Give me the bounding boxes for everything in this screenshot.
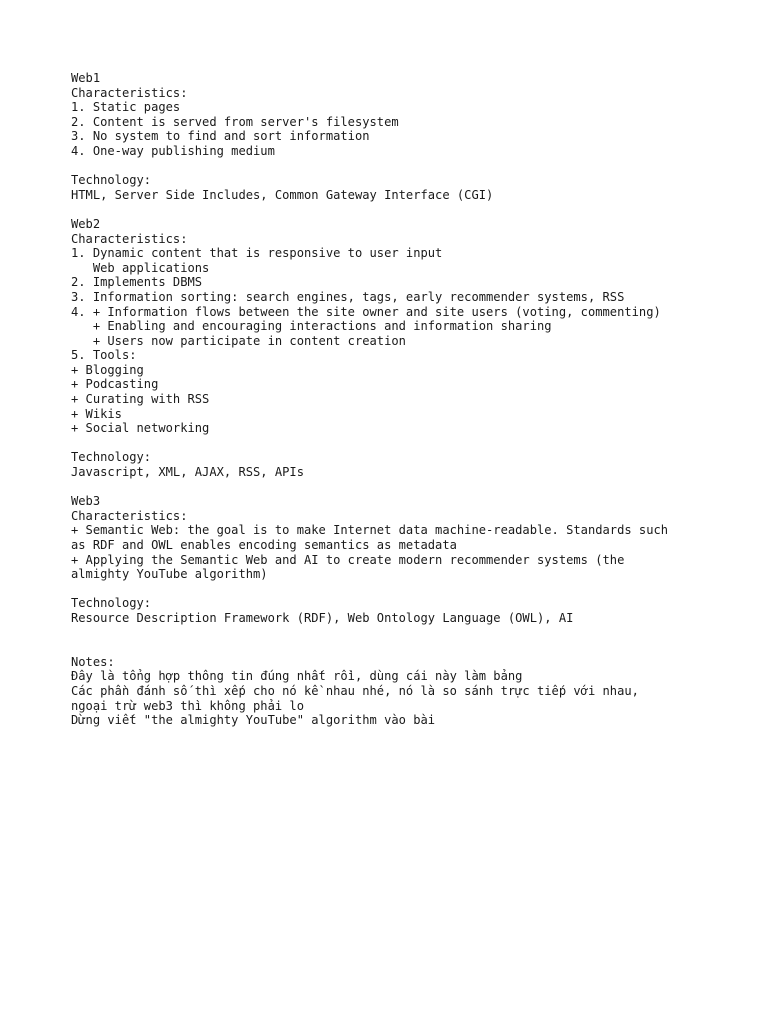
notes-text: ngoại trừ web3 thì không phải lo — [71, 698, 304, 713]
list-item: almighty YouTube algorithm) — [71, 567, 268, 582]
list-item: + Users now participate in content creation — [71, 333, 406, 348]
blank-line — [71, 159, 751, 174]
list-item: 1. Dynamic content that is responsive to user input — [71, 246, 443, 261]
technology-text: Javascript, XML, AJAX, RSS, APIs — [71, 465, 304, 480]
heading-web1: Web1 — [71, 71, 101, 85]
characteristics-label: Characteristics: — [71, 508, 188, 523]
list-item: 3. Information sorting: search engines, tags, early recommender systems, RSS — [71, 289, 625, 304]
characteristics-label: Characteristics: — [71, 85, 188, 100]
technology-label: Technology: — [71, 450, 152, 465]
blank-line — [71, 436, 751, 451]
heading-web3: Web3 — [71, 494, 101, 509]
blank-line — [71, 640, 751, 655]
list-item: + Podcasting — [71, 377, 159, 392]
list-item: + Curating with RSS — [71, 392, 210, 407]
list-item: 4. One-way publishing medium — [71, 143, 275, 158]
characteristics-label: Characteristics: — [71, 231, 188, 246]
technology-text: HTML, Server Side Includes, Common Gateway Interface (CGI) — [71, 187, 494, 202]
technology-label: Technology: — [71, 596, 152, 611]
list-item: + Enabling and encouraging interactions and information sharing — [71, 319, 552, 334]
blank-line — [71, 582, 751, 597]
list-item: 1. Static pages — [71, 100, 181, 115]
blank-line — [71, 480, 751, 495]
list-item: as RDF and OWL enables encoding semantics as metadata — [71, 538, 457, 552]
technology-label: Technology: — [71, 173, 152, 188]
list-item: + Semantic Web: the goal is to make Internet data machine-readable. Standards such — [71, 523, 669, 538]
notes-text: Đây là tổng hợp thông tin đúng nhất rồi, dùng cái này làm bảng — [71, 669, 523, 684]
notes-text: Các phần đánh số thì xếp cho nó kề nhau nhé, nó là so sánh trực tiếp với nhau, — [71, 683, 639, 698]
notes-text: Dừng viết "the almighty YouTube" algorithm vào bài — [71, 713, 436, 728]
list-item: Web applications — [71, 260, 210, 275]
document-page — [71, 71, 751, 728]
list-item: + Applying the Semantic Web and AI to create modern recommender systems (the — [71, 552, 625, 567]
list-item: + Wikis — [71, 406, 122, 421]
list-item: 5. Tools: — [71, 348, 137, 363]
technology-text: Resource Description Framework (RDF), Web Ontology Language (OWL), AI — [71, 610, 574, 625]
heading-web2: Web2 — [71, 216, 101, 231]
list-item: 3. No system to find and sort information — [71, 129, 370, 144]
blank-line — [71, 202, 751, 217]
list-item: + Social networking — [71, 421, 210, 436]
list-item: 2. Implements DBMS — [71, 275, 203, 290]
blank-line — [71, 626, 751, 641]
notes-label: Notes: — [71, 654, 115, 669]
list-item: 2. Content is served from server's filesystem — [71, 114, 399, 129]
list-item: + Blogging — [71, 362, 144, 377]
list-item: 4. + Information flows between the site owner and site users (voting, commenting) — [71, 304, 661, 319]
